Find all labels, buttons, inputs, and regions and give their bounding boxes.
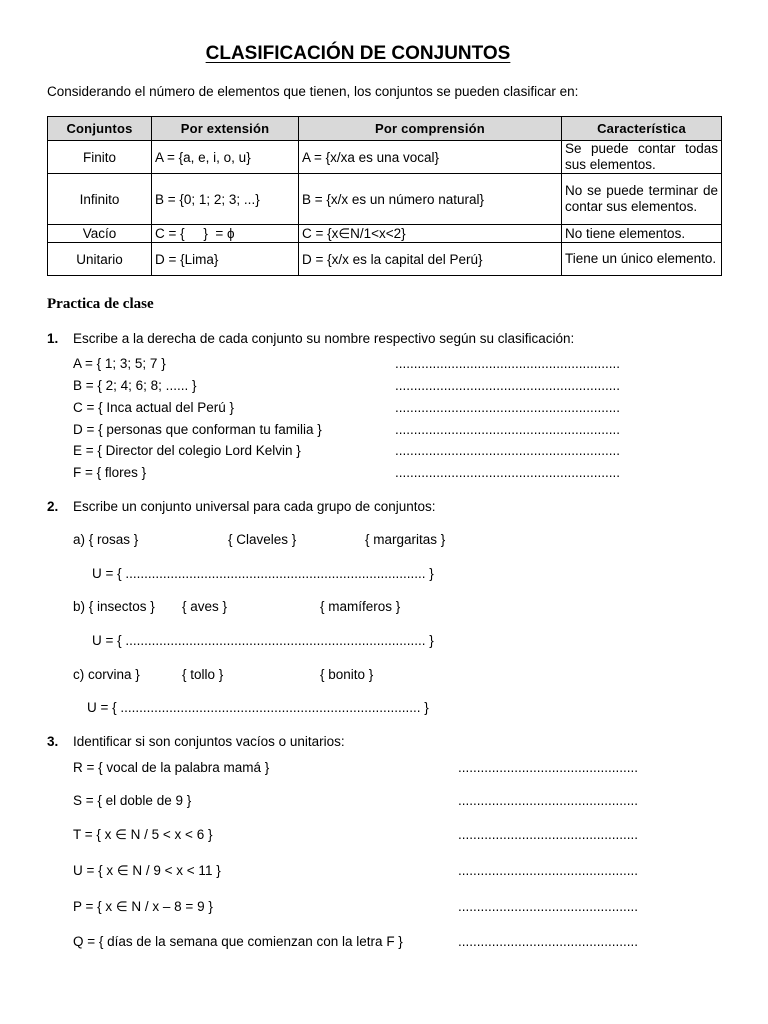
- set-item: F = { flores }: [73, 465, 147, 480]
- answer-blank[interactable]: ............................................................: [395, 465, 621, 480]
- question-number: 3.: [47, 734, 59, 749]
- set-item: C = { Inca actual del Perú }: [73, 400, 234, 415]
- universal-set-blank[interactable]: U = { ................................................................................ }: [92, 633, 434, 648]
- cell-caracteristica: Tiene un único elemento.: [562, 243, 722, 276]
- intro-text: Considerando el número de elementos que tienen, los conjuntos se pueden clasificar en:: [47, 84, 579, 99]
- answer-blank[interactable]: ................................................: [458, 863, 639, 878]
- cell-comprension: A = {x/xa es una vocal}: [299, 141, 562, 174]
- answer-blank[interactable]: ............................................................: [395, 378, 621, 393]
- set-item: T = { x ∈ N / 5 < x < 6 }: [73, 827, 213, 842]
- question-number: 1.: [47, 331, 59, 346]
- answer-blank[interactable]: ............................................................: [395, 400, 621, 415]
- cell-caracteristica: Se puede contar todas sus elementos.: [562, 141, 722, 174]
- set-item: U = { x ∈ N / 9 < x < 11 }: [73, 863, 221, 878]
- section-title: Practica de clase: [47, 296, 154, 312]
- cell-caracteristica: No se puede terminar de contar sus elementos.: [562, 174, 722, 225]
- question-text: Escribe a la derecha de cada conjunto su nombre respectivo según su clasificación:: [73, 331, 575, 346]
- cell-name: Vacío: [48, 225, 152, 243]
- cell-caracteristica: No tiene elementos.: [562, 225, 722, 243]
- classification-table: [47, 116, 722, 276]
- set-item: B = { 2; 4; 6; 8; ...... }: [73, 378, 197, 393]
- answer-blank[interactable]: ................................................: [458, 793, 639, 808]
- set-item: { margaritas }: [365, 532, 446, 547]
- answer-blank[interactable]: ................................................: [458, 827, 639, 842]
- answer-blank[interactable]: ................................................: [458, 934, 639, 949]
- set-item: E = { Director del colegio Lord Kelvin }: [73, 443, 301, 458]
- page-title: CLASIFICACIÓN DE CONJUNTOS: [205, 43, 511, 64]
- cell-name: Finito: [48, 141, 152, 174]
- set-item: S = { el doble de 9 }: [73, 793, 192, 808]
- table-row: [48, 225, 722, 243]
- cell-name: Infinito: [48, 174, 152, 225]
- header-comprension: Por comprensión: [299, 117, 562, 141]
- set-item: { bonito }: [320, 667, 374, 682]
- set-item: R = { vocal de la palabra mamá }: [73, 760, 270, 775]
- cell-name: Unitario: [48, 243, 152, 276]
- cell-comprension: D = {x/x es la capital del Perú}: [299, 243, 562, 276]
- universal-set-blank[interactable]: U = { ................................................................................ }: [92, 566, 434, 581]
- set-item: a) { rosas }: [73, 532, 139, 547]
- cell-extension: A = {a, e, i, o, u}: [152, 141, 299, 174]
- set-item: { Claveles }: [228, 532, 297, 547]
- cell-extension: C = { } = ϕ: [152, 225, 299, 243]
- answer-blank[interactable]: ................................................: [458, 899, 639, 914]
- set-item: { mamíferos }: [320, 599, 401, 614]
- cell-comprension: B = {x/x es un número natural}: [299, 174, 562, 225]
- header-conjuntos: Conjuntos: [48, 117, 152, 141]
- answer-blank[interactable]: ............................................................: [395, 443, 621, 458]
- set-item: c) corvina }: [73, 667, 140, 682]
- set-item: P = { x ∈ N / x – 8 = 9 }: [73, 899, 213, 914]
- answer-blank[interactable]: ............................................................: [395, 422, 621, 437]
- header-extension: Por extensión: [152, 117, 299, 141]
- question-text: Identificar si son conjuntos vacíos o unitarios:: [73, 734, 345, 749]
- cell-extension: D = {Lima}: [152, 243, 299, 276]
- question-number: 2.: [47, 499, 59, 514]
- cell-extension: B = {0; 1; 2; 3; ...}: [152, 174, 299, 225]
- set-item: A = { 1; 3; 5; 7 }: [73, 356, 166, 371]
- table-header-row: [48, 117, 722, 141]
- header-caracteristica: Característica: [562, 117, 722, 141]
- universal-set-blank[interactable]: U = { ................................................................................ }: [87, 700, 429, 715]
- set-item: Q = { días de la semana que comienzan con la letra F }: [73, 934, 403, 949]
- set-item: { aves }: [182, 599, 228, 614]
- answer-blank[interactable]: ............................................................: [395, 356, 621, 371]
- answer-blank[interactable]: ................................................: [458, 760, 639, 775]
- set-item: b) { insectos }: [73, 599, 155, 614]
- table-row: [48, 174, 722, 225]
- question-text: Escribe un conjunto universal para cada grupo de conjuntos:: [73, 499, 436, 514]
- table-row: [48, 141, 722, 174]
- set-item: D = { personas que conforman tu familia }: [73, 422, 322, 437]
- cell-comprension: C = {x∈N/1<x<2}: [299, 225, 562, 243]
- set-item: { tollo }: [182, 667, 224, 682]
- table-row: [48, 243, 722, 276]
